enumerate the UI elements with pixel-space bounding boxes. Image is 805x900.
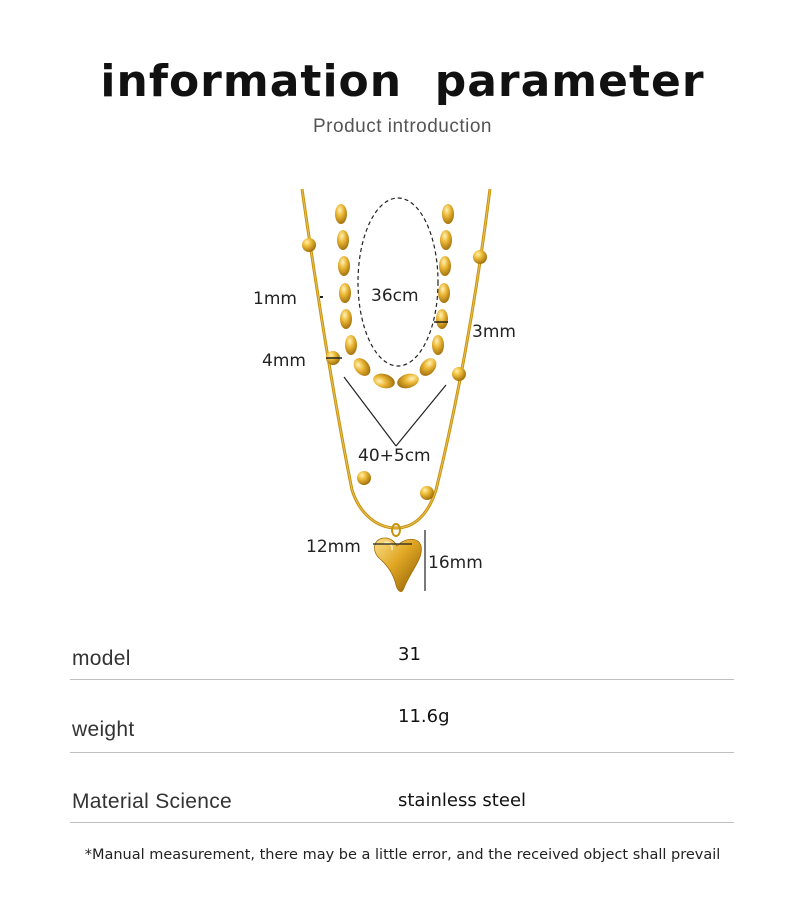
oval-bead <box>438 283 450 303</box>
dim-outer-length: 40+5cm <box>358 446 431 466</box>
page-subtitle: Product introduction <box>313 116 492 137</box>
spec-value: 31 <box>398 644 421 665</box>
oval-bead <box>432 335 444 355</box>
dim-pendant-width: 12mm <box>306 537 361 557</box>
spec-row-model <box>70 628 734 680</box>
dim-inner-length: 36cm <box>371 286 419 306</box>
oval-bead <box>396 371 421 390</box>
outer-bead <box>420 486 434 500</box>
oval-bead <box>335 204 347 224</box>
spec-value: 11.6g <box>398 706 450 727</box>
spec-label: weight <box>72 718 135 741</box>
oval-bead <box>372 371 397 390</box>
oval-bead <box>442 204 454 224</box>
dim-bead-large: 4mm <box>262 351 306 371</box>
spec-label: Material Science <box>72 790 233 813</box>
spec-value: stainless steel <box>398 790 527 811</box>
spec-row-material <box>70 752 734 823</box>
oval-bead <box>350 355 374 379</box>
pendant-bail <box>392 524 400 536</box>
oval-bead <box>439 256 451 276</box>
spec-label: model <box>72 647 131 670</box>
outer-bead <box>302 238 316 252</box>
dim-pendant-height: 16mm <box>428 553 483 573</box>
oval-bead <box>339 283 351 303</box>
page-title: information parameter <box>100 56 705 107</box>
spec-row-weight <box>70 679 734 753</box>
outer-bead <box>452 367 466 381</box>
heart-pendant <box>374 538 421 592</box>
outer-bead <box>473 250 487 264</box>
oval-bead <box>436 309 448 329</box>
dim-bead-oval: 3mm <box>472 322 516 342</box>
measurement-disclaimer: *Manual measurement, there may be a little error, and the received object shall prevail <box>84 847 721 863</box>
dim-bead-small: 1mm <box>253 289 297 309</box>
oval-bead <box>340 309 352 329</box>
oval-bead <box>440 230 452 250</box>
inner-length-loop <box>358 198 438 366</box>
oval-bead <box>416 355 440 379</box>
outer-bead <box>357 471 371 485</box>
oval-bead <box>337 230 349 250</box>
oval-bead <box>345 335 357 355</box>
oval-bead <box>338 256 350 276</box>
